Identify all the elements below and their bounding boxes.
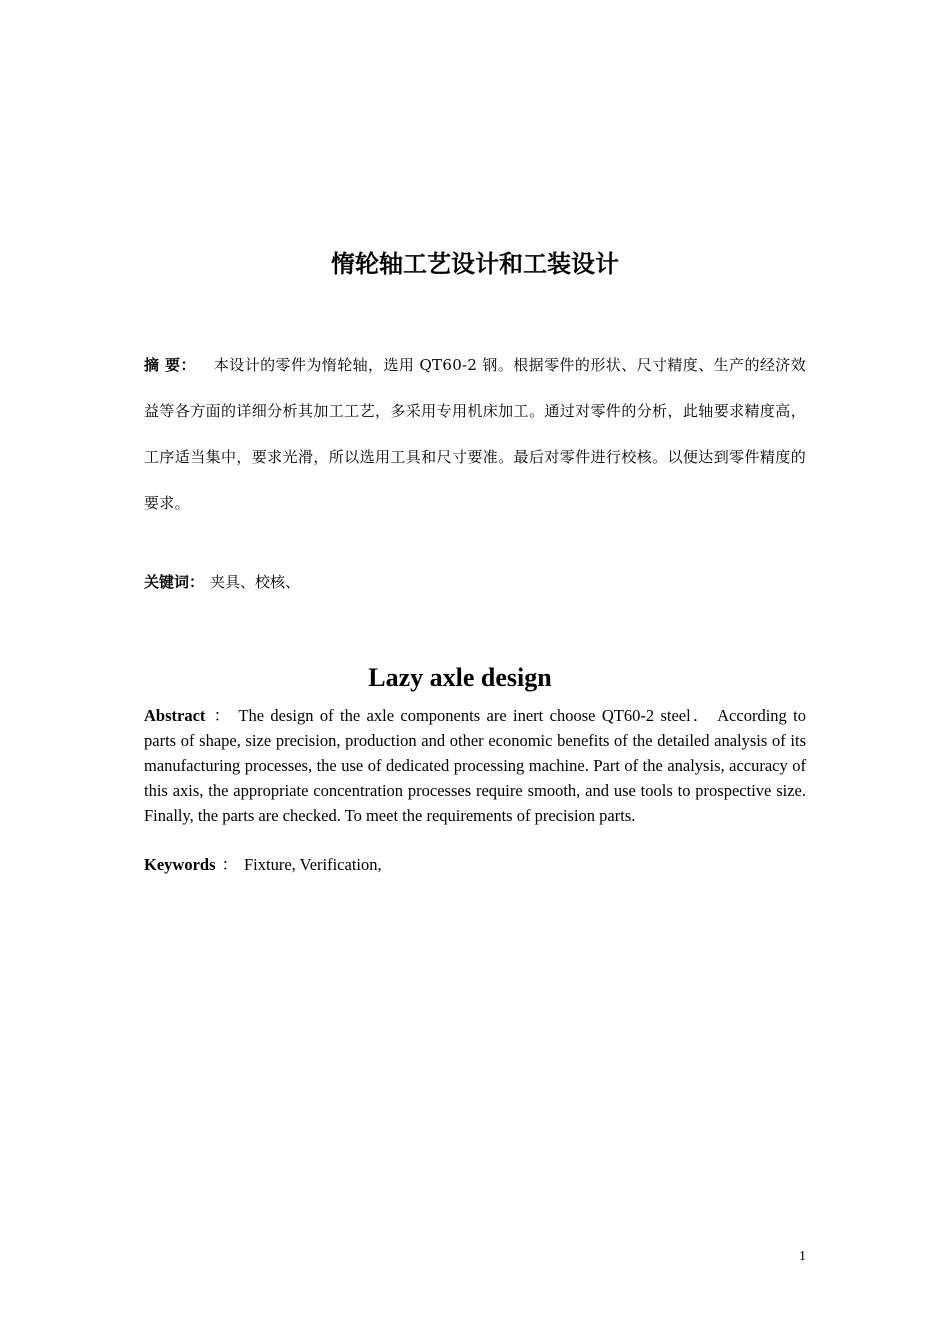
english-keywords-text: Fixture, Verification, bbox=[244, 855, 382, 874]
chinese-abstract-text: 本设计的零件为惰轮轴，选用 QT60-2 钢。根据零件的形状、尺寸精度、生产的经济效益等各方面的详细分析其加工工艺，多采用专用机床加工。通过对零件的分析，此轴要求精度高，工序适当集中，要求光滑，所以选用工具和尺寸要准。最后对零件进行校核。以便达到零件精度的要求。 bbox=[144, 356, 806, 512]
chinese-keywords-text: 夹具、校核、 bbox=[210, 573, 301, 591]
chinese-abstract bbox=[144, 342, 806, 526]
english-keywords bbox=[144, 852, 806, 877]
chinese-abstract-label: 摘 要： bbox=[144, 356, 196, 374]
english-keywords-separator: ： bbox=[221, 855, 238, 874]
english-title: Lazy axle design bbox=[368, 663, 552, 692]
english-keywords-label: Keywords bbox=[144, 855, 216, 874]
english-abstract-label: Abstract bbox=[144, 706, 206, 725]
chinese-title: 惰轮轴工艺设计和工装设计 bbox=[331, 250, 619, 278]
english-abstract bbox=[144, 703, 806, 828]
chinese-keywords bbox=[144, 568, 806, 596]
english-abstract-separator: ： bbox=[211, 706, 233, 725]
page-number: 1 bbox=[799, 1249, 806, 1264]
english-abstract-text: The design of the axle components are inert choose QT60-2 steel． According to parts of shape, size precision, production and other economic benefits of the detailed analysis of its manufacturing processes, the use of dedicated processing machine. Part of the analysis, accuracy of this axis, the appropriate concentration processes require smooth, and use tools to prospective size. Finally, the parts are checked. To meet the requirements of precision parts. bbox=[144, 706, 806, 825]
chinese-keywords-label: 关键词： bbox=[144, 573, 205, 591]
